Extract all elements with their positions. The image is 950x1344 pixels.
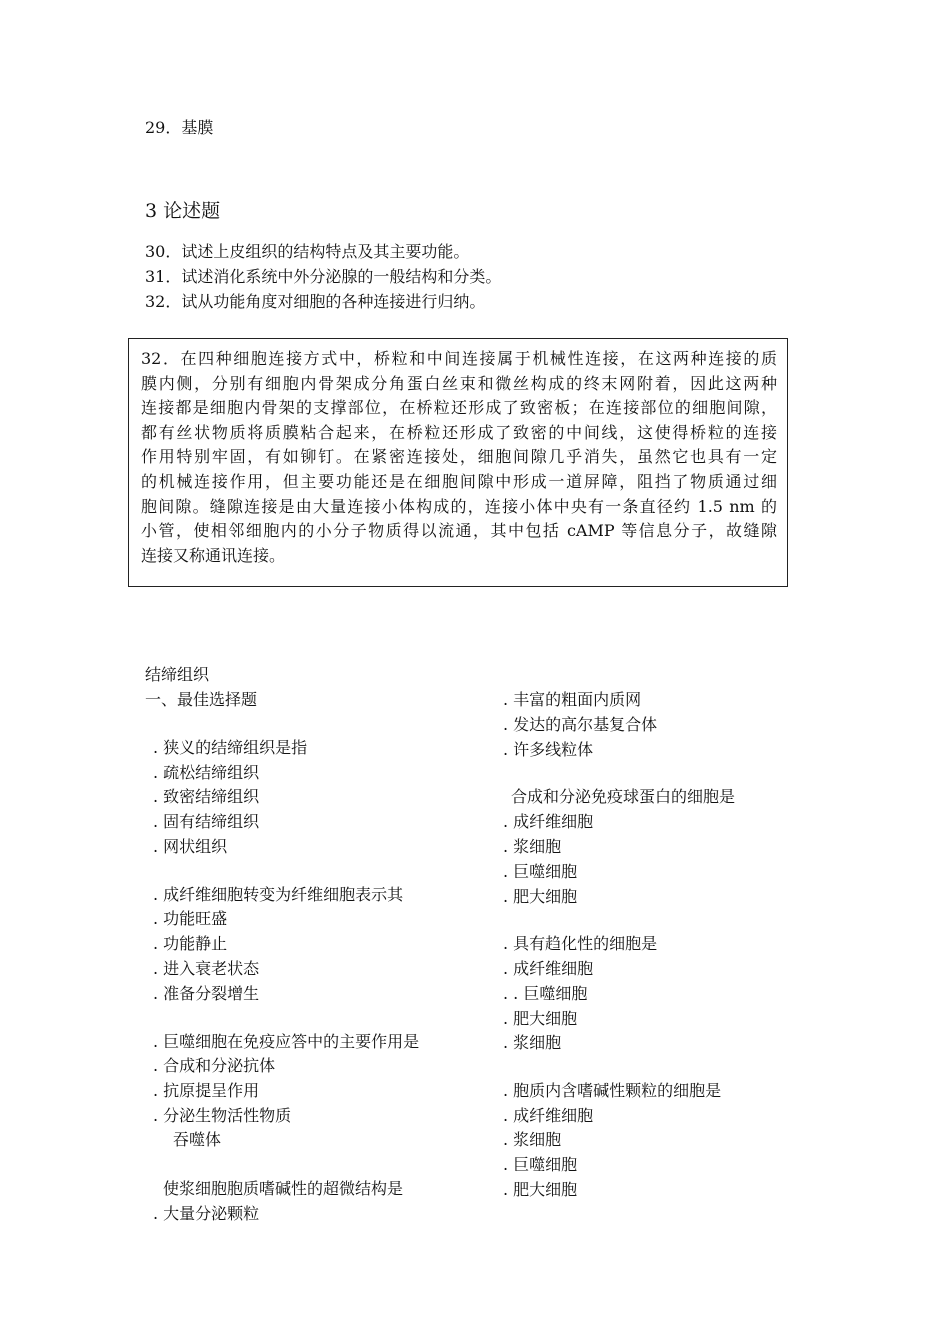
option-item: . 浆细胞 [503,837,562,856]
option-item: . 丰富的粗面内质网 [503,690,642,709]
option-item: . 致密结缔组织 [153,787,260,806]
answer-line: 胞间隙。缝隙连接是由大量连接小体构成的，连接小体中央有一条直径约 1.5 nm 的 [141,496,777,516]
answer-line: 作用特别牢固，有如铆钉。在紧密连接处，细胞间隙几乎消失，虽然它也具有一定 [141,447,777,467]
answer-line: 32．在四种细胞连接方式中，桥粒和中间连接属于机械性连接，在这两种连接的质 [141,349,777,368]
option-item: . 浆细胞 [503,1130,562,1149]
question-32: 32．试从功能角度对细胞的各种连接进行归纳。 [145,292,486,311]
option-item: . 肥大细胞 [503,1180,578,1199]
option-item: . 巨噬细胞 [503,1155,578,1174]
question-stem: . 具有趋化性的细胞是 [503,934,658,953]
option-item: . 疏松结缔组织 [153,763,260,782]
option-item: . 大量分泌颗粒 [153,1204,260,1223]
question-stem: . 狭义的结缔组织是指 [153,738,308,757]
option-item: . 抗原提呈作用 [153,1081,260,1100]
option-item: . 巨噬细胞 [503,862,578,881]
option-item: . 功能静止 [153,934,228,953]
option-item: . 许多线粒体 [503,740,594,759]
answer-line: 膜内侧，分别有细胞内骨架成分角蛋白丝束和微丝构成的终末网附着，因此这两种 [141,373,777,393]
option-item: . 成纤维细胞 [503,1106,594,1125]
option-item: 吞噬体 [173,1130,222,1149]
answer-paragraph [141,347,777,568]
option-item: . 功能旺盛 [153,909,228,928]
option-item: . 固有结缔组织 [153,812,260,831]
answer-line: 连接又称通讯连接。 [141,545,286,565]
option-item: . 肥大细胞 [503,887,578,906]
answer-box [128,338,788,587]
answer-line: 都有丝状物质将质膜粘合起来，在桥粒还形成了致密的中间线，这使得桥粒的连接 [141,422,777,442]
question-stem: . 巨噬细胞在免疫应答中的主要作用是 [153,1032,420,1051]
option-item: . 合成和分泌抗体 [153,1056,276,1075]
option-item: . 发达的高尔基复合体 [503,715,658,734]
option-item: . 分泌生物活性物质 [153,1106,292,1125]
option-item: . 进入衰老状态 [153,959,260,978]
option-item: . 浆细胞 [503,1033,562,1052]
option-item: . 网状组织 [153,837,228,856]
option-item: . 准备分裂增生 [153,984,260,1003]
option-item: . 肥大细胞 [503,1009,578,1028]
question-31: 31．试述消化系统中外分泌腺的一般结构和分类。 [145,267,502,286]
option-item: . . 巨噬细胞 [503,984,588,1003]
section-title-mcq: 一、最佳选择题 [145,690,258,709]
answer-line: 连接都是细胞内骨架的支撑部位，在桥粒还形成了致密板；在连接部位的细胞间隙， [141,398,777,418]
section-title-essay: 3 论述题 [145,200,221,222]
question-stem: . 成纤维细胞转变为纤维细胞表示其 [153,885,404,904]
answer-line: 的机械连接作用，但主要功能还是在细胞间隙中形成一道屏障，阻挡了物质通过细 [141,471,777,491]
answer-line: 小管，使相邻细胞内的小分子物质得以流通，其中包括 cAMP 等信息分子，故缝隙 [141,521,777,541]
question-stem: 使浆细胞胞质嗜碱性的超微结构是 [163,1179,404,1198]
option-item: . 成纤维细胞 [503,812,594,831]
question-30: 30．试述上皮组织的结构特点及其主要功能。 [145,242,470,261]
question-stem: 合成和分泌免疫球蛋白的细胞是 [511,787,736,806]
chapter-title: 结缔组织 [145,665,210,684]
item-29: 29．基膜 [145,118,214,137]
question-stem: . 胞质内含嗜碱性颗粒的细胞是 [503,1081,722,1100]
option-item: . 成纤维细胞 [503,959,594,978]
